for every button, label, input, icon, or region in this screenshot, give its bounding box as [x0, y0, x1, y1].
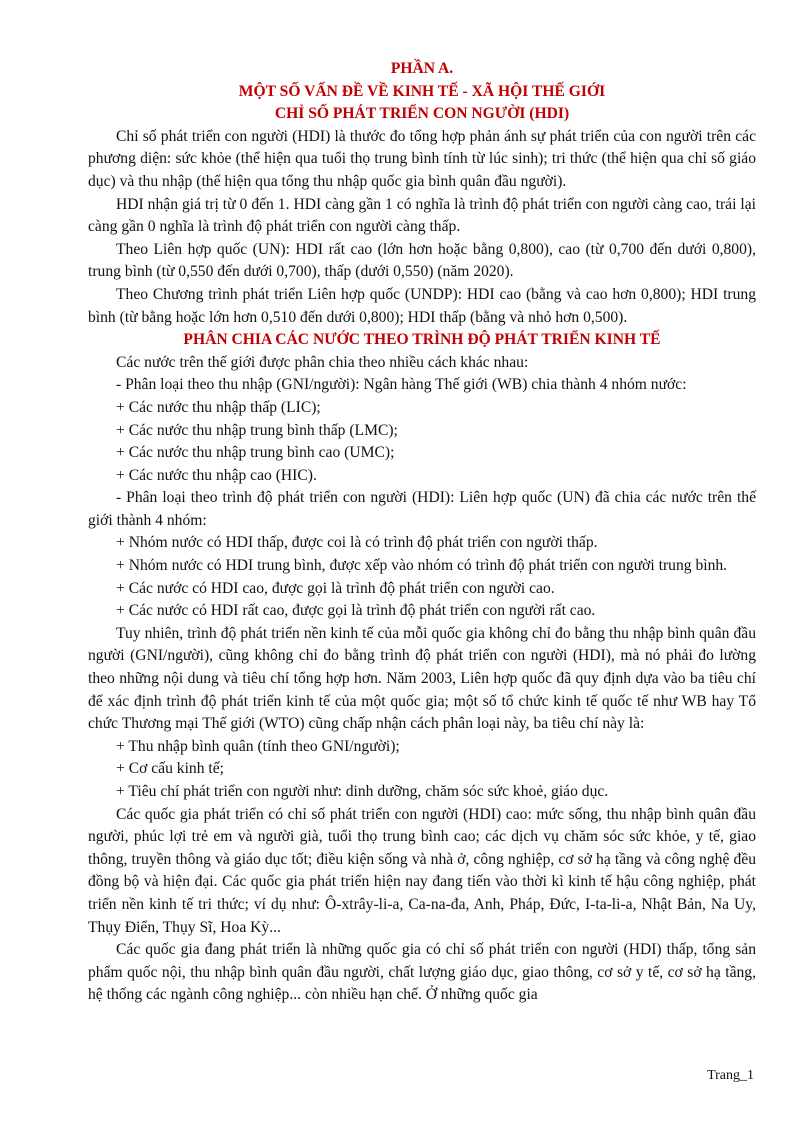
gni-intro: - Phân loại theo thu nhập (GNI/người): Ngân hàng Thế giới (WB) chia thành 4 nhóm nước: [116, 376, 687, 394]
hdi-class-item: + Các nước có HDI cao, được gọi là trình độ phát triển con người cao. [116, 579, 555, 597]
developing-paragraph: Các quốc gia đang phát triển là những quốc gia có chỉ số phát triển con người (HDI) thấp, tổng sản phẩm quốc nội, thu nhập bình quân đầu người, chất lượng giáo dục, giao thông, cơ sở y tế, cơ sở hạ tầng, hệ thống các ngành công nghiệp... còn nhiều hạn chế. Ở những quốc gia [88, 941, 756, 1004]
hdi-paragraph-1: Chỉ số phát triển con người (HDI) là thước đo tổng hợp phản ánh sự phát triển của con người trên các phương diện: sức khỏe (thể hiện qua tuổi thọ trung bình tính từ lúc sinh); tri thức (thể hiện qua chỉ số giáo dục) và thu nhập (thể hiện qua tổng thu nhập quốc gia bình quân đầu người). [88, 127, 756, 190]
hdi-class-item: + Nhóm nước có HDI trung bình, được xếp vào nhóm có trình độ phát triển con người trung bình. [116, 557, 728, 575]
main-heading: MỘT SỐ VẤN ĐỀ VỀ KINH TẾ - XÃ HỘI THẾ GIỚI [238, 82, 606, 100]
criteria-item: + Thu nhập bình quân (tính theo GNI/người); [116, 737, 400, 755]
hdi-class-item: + Nhóm nước có HDI thấp, được coi là có trình độ phát triển con người thấp. [116, 534, 598, 552]
hdi-class-intro: - Phân loại theo trình độ phát triển con người (HDI): Liên hợp quốc (UN) đã chia các nước trên thế giới thành 4 nhóm: [88, 489, 756, 529]
gni-item: + Các nước thu nhập trung bình cao (UMC); [116, 444, 395, 462]
document-page [88, 58, 756, 1007]
criteria-item: + Cơ cấu kinh tế; [116, 760, 224, 778]
page-number: Trang_1 [707, 1068, 754, 1083]
developed-paragraph: Các quốc gia phát triển có chỉ số phát triển con người (HDI) cao: mức sống, thu nhập bình quân đầu người, phúc lợi trẻ em và người già, tuổi thọ trung bình cao; các dịch vụ chăm sóc sức khỏe, y tế, giao thông, truyền thông và giáo dục tốt; điều kiện sống và nhà ở, công nghiệp, cơ sở hạ tầng và công nghệ đều đồng bộ và hiện đại. Các quốc gia phát triển hiện nay đang tiến vào thời kì kinh tế hậu công nghiệp, phát triển nền kinh tế tri thức; ví dụ như: Ô-xtrây-li-a, Ca-na-đa, Anh, Pháp, Đức, I-ta-li-a, Nhật Bản, Na Uy, Thụy Điển, Thụy Sĩ, Hoa Kỳ... [88, 805, 756, 936]
hdi-paragraph-3: Theo Liên hợp quốc (UN): HDI rất cao (lớn hơn hoặc bằng 0,800), cao (từ 0,700 đến dưới 0,800), trung bình (từ 0,550 đến dưới 0,700), thấp (dưới 0,550) (năm 2020). [88, 240, 756, 281]
classification-heading: PHÂN CHIA CÁC NƯỚC THEO TRÌNH ĐỘ PHÁT TRIỂN KINH TẾ [183, 331, 661, 349]
gni-item: + Các nước thu nhập trung bình thấp (LMC); [116, 421, 398, 439]
hdi-paragraph-4: Theo Chương trình phát triển Liên hợp quốc (UNDP): HDI cao (bằng và cao hơn 0,800); HDI trung bình (từ bằng hoặc lớn hơn 0,510 đến dưới 0,800); HDI thấp (bằng và nhỏ hơn 0,500). [88, 285, 756, 326]
hdi-class-item: + Các nước có HDI rất cao, được gọi là trình độ phát triển con người rất cao. [116, 602, 596, 620]
hdi-paragraph-2: HDI nhận giá trị từ 0 đến 1. HDI càng gần 1 có nghĩa là trình độ phát triển con người càng cao, trái lại càng gần 0 nghĩa là trình độ phát triển con người càng thấp. [88, 195, 756, 236]
gni-item: + Các nước thu nhập thấp (LIC); [116, 398, 321, 416]
classification-intro: Các nước trên thế giới được phân chia theo nhiều cách khác nhau: [116, 353, 529, 371]
however-paragraph: Tuy nhiên, trình độ phát triển nền kinh tế của mỗi quốc gia không chỉ đo bằng thu nhập bình quân đầu người (GNI/người), cũng không chỉ đo bằng trình độ phát triển con người (HDI), mà nó phải đo lường theo những nội dung và tiêu chí tổng hợp hơn. Năm 2003, Liên hợp quốc đã quy định dựa vào ba tiêu chí để xác định trình độ phát triển kinh tế của một quốc gia; một số tổ chức kinh tế quốc tế như WB hay Tổ chức Thương mại Thế giới (WTO) cũng chấp nhận cách phân loại này, ba tiêu chí này là: [88, 624, 756, 733]
gni-item: + Các nước thu nhập cao (HIC). [116, 466, 317, 484]
part-title: PHẦN A. [390, 60, 454, 77]
criteria-item: + Tiêu chí phát triển con người như: dinh dưỡng, chăm sóc sức khoẻ, giáo dục. [116, 783, 609, 800]
hdi-heading: CHỈ SỐ PHÁT TRIỂN CON NGƯỜI (HDI) [274, 105, 570, 123]
